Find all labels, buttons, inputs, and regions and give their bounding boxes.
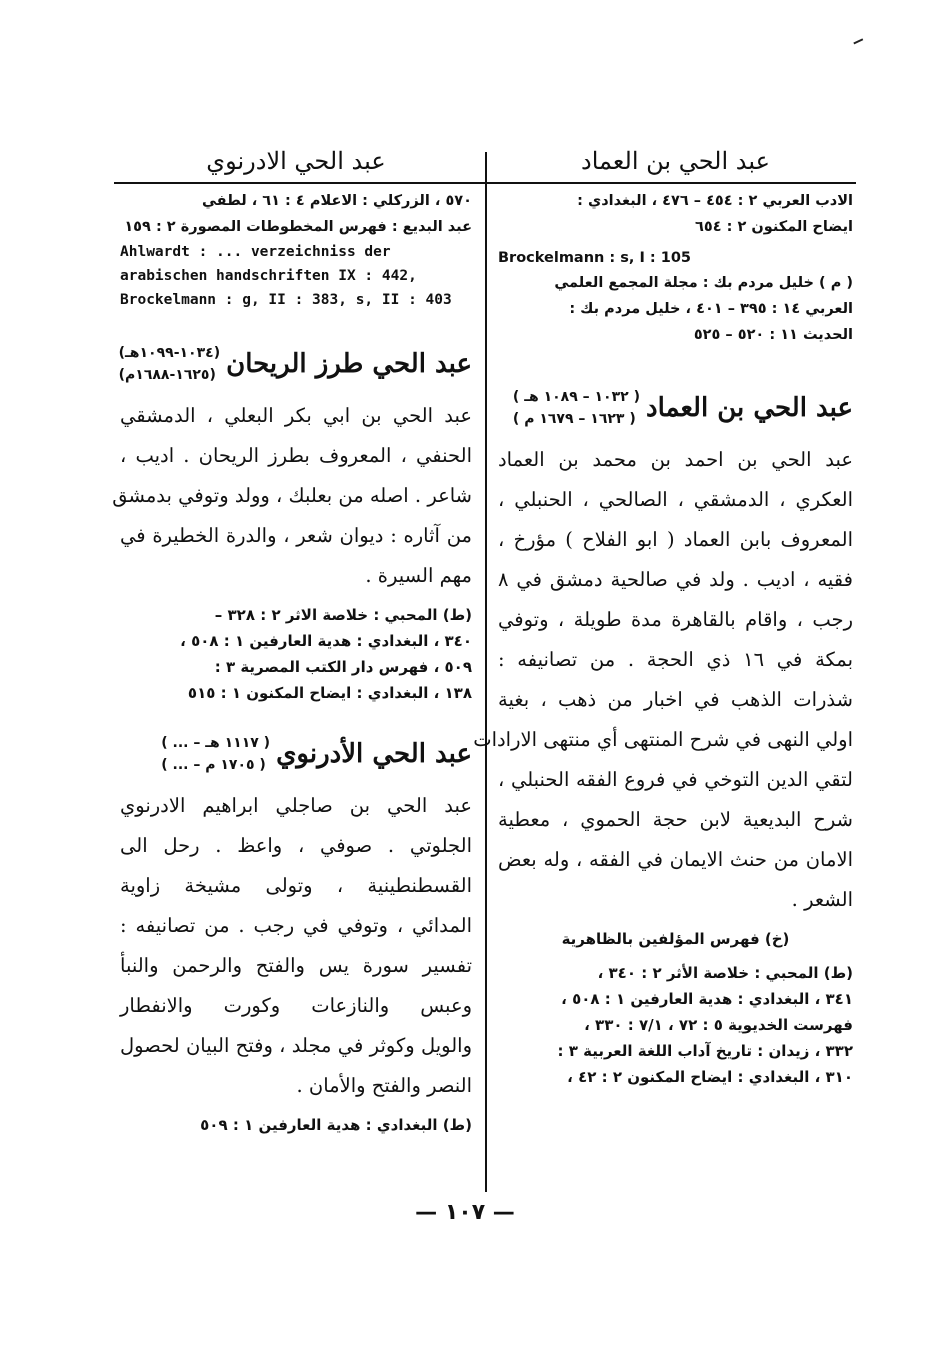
manuscript-source: (خ) فهرس المؤلفين بالظاهرية bbox=[561, 930, 790, 948]
left-column bbox=[112, 140, 472, 1138]
bio-line: مهم السيرة . bbox=[365, 564, 472, 587]
dates-gregorian: (١٦٢٥-١٦٨٨م) bbox=[118, 367, 216, 383]
source-line: ٣١٠ ، البغدادي : ايضاح المكنون ٢ : ٤٢ ، bbox=[567, 1068, 853, 1086]
bio-line: عبد الحي بن احمد بن محمد بن العماد bbox=[498, 448, 853, 471]
latin-reference: Brockelmann : s, I : 105 bbox=[498, 250, 691, 266]
entry-heading bbox=[498, 386, 853, 430]
dates-gregorian: ( ... – ١٧٠٥ م ) bbox=[161, 757, 266, 773]
bio-line: شرح البديعية لابن حجة الحموي ، معطية bbox=[498, 808, 853, 831]
latin-line: Ahlwardt : ... verzeichniss der bbox=[120, 244, 391, 260]
reference-line: ( م ) خليل مردم بك : مجلة المجمع العلمي bbox=[554, 275, 853, 291]
printed-sources bbox=[120, 602, 472, 706]
latin-references bbox=[120, 240, 472, 312]
dates-hijri: (١٠٣٤-١٠٩٩هـ) bbox=[118, 345, 221, 361]
bio-line: عبد الحي بن صاجلي ابراهيم الادرنوي bbox=[120, 794, 472, 817]
entry-dates bbox=[161, 732, 270, 776]
entry-name: عبد الحي بن العماد bbox=[645, 393, 853, 423]
bio-line: تفسير سورة يس والفتح والرحمن والنبأ bbox=[120, 954, 472, 977]
bio-line: النصر والفتح والأمان . bbox=[296, 1074, 472, 1097]
source-line: ٣٤١ ، البغدادي : هدية العارفين ١ : ٥٠٨ ، bbox=[561, 990, 853, 1008]
source-line: ٣٣٢ ، زيدان : تاريخ آداب اللغة العربية ٣ : bbox=[557, 1042, 853, 1060]
entry-biography bbox=[120, 786, 472, 1106]
dates-hijri: ( ١٠٣٢ – ١٠٨٩ هـ ) bbox=[512, 389, 640, 405]
bio-line: شذرات الذهب في اخبار من ذهب ، بغية bbox=[498, 688, 853, 711]
entry-dates bbox=[513, 386, 640, 430]
bio-line: الجلوتي . صوفي ، واعظ . رحل الى bbox=[120, 834, 472, 857]
bio-line: القسطنطينية ، وتولى مشيخة زاوية bbox=[120, 874, 472, 897]
entry-name: عبد الحي الأدرنوي bbox=[276, 739, 472, 769]
bio-line: الحنفي ، المعروف بطرز الريحان . اديب ، bbox=[120, 444, 472, 467]
bio-line: والويل وكوثر في مجلد ، وفتح البيان لحصول bbox=[120, 1034, 472, 1057]
entry-heading bbox=[120, 342, 472, 386]
right-column bbox=[473, 140, 854, 1090]
corner-mark bbox=[853, 38, 866, 51]
entry-biography bbox=[473, 440, 854, 920]
latin-line: arabischen handschriften IX : 442, bbox=[120, 268, 417, 284]
bio-line: وعبس والنازعات وكورت والانفطار bbox=[120, 994, 472, 1017]
reference-line: عبد البديع : فهرس المخطوطات المصورة ٢ : ١٥٩ bbox=[124, 219, 472, 235]
entry-dates bbox=[119, 342, 221, 386]
reference-line: الحديث ١١ : ٥٢٠ – ٥٢٥ bbox=[693, 327, 853, 343]
right-top-references bbox=[498, 188, 853, 240]
right-running-header: عبد الحي بن العماد bbox=[581, 147, 770, 175]
bio-line: العكري ، الدمشقي ، الصالحي ، الحنبلي ، bbox=[498, 488, 853, 511]
entry-name: عبد الحي طرز الريحان bbox=[226, 349, 472, 379]
reference-line: العربي ١٤ : ٣٩٥ – ٤٠١ ، خليل مردم بك : bbox=[569, 301, 853, 317]
dates-gregorian: ( ١٦٢٣ – ١٦٧٩ م ) bbox=[512, 411, 636, 427]
bio-line: الشعر . bbox=[791, 888, 853, 911]
entry-heading bbox=[120, 732, 472, 776]
bio-line: شاعر . اصله من بعلبك ، وولد وتوفي بدمشق bbox=[112, 484, 472, 507]
reference-line: الادب العربي ٢ : ٤٥٤ – ٤٧٦ ، البغدادي : bbox=[577, 193, 853, 209]
source-line: (ط) المحبي : خلاصة الأثر ٢ : ٣٤٠ ، bbox=[597, 964, 853, 982]
bio-line: لتقي الدين التوخي في فروع الفقه الحنبلي ، bbox=[498, 768, 853, 791]
latin-line: Brockelmann : g, II : 383, s, II : 403 bbox=[120, 292, 452, 308]
left-running-header: عبد الحي الادرنوي bbox=[206, 147, 386, 175]
printed-sources bbox=[120, 1112, 472, 1138]
source-line: فهرست الخديوية ٥ : ٧٢ ، ٧/١ : ٣٣٠ ، bbox=[584, 1016, 853, 1034]
source-line: (ط) البغدادي : هدية العارفين ١ : ٥٠٩ bbox=[200, 1116, 472, 1134]
left-top-references bbox=[120, 188, 472, 240]
bio-line: عبد الحي بن ابي بكر البعلي ، الدمشقي bbox=[120, 404, 472, 427]
page-number: — ١٠٧ — bbox=[415, 1200, 515, 1225]
right-references-2 bbox=[498, 270, 853, 348]
bio-line: الامان من حنث الايمان في الفقه ، وله بعض bbox=[498, 848, 853, 871]
bio-line: من آثاره : ديوان شعر ، والدرة الخطيرة في bbox=[120, 524, 472, 547]
source-line: ٥٠٩ ، فهرس دار الكتب المصرية ٣ : bbox=[214, 658, 472, 676]
source-line: (ط) المحبي : خلاصة الاثر ٢ : ٣٢٨ – bbox=[214, 606, 472, 624]
bio-line: رجب ، واقام بالقاهرة مدة طويلة ، وتوفي bbox=[498, 608, 853, 631]
dates-hijri: ( ... – ١١١٧ هـ ) bbox=[161, 735, 271, 751]
bio-line: فقيه ، اديب . ولد في صالحية دمشق في ٨ bbox=[498, 568, 853, 591]
bio-line: المعروف بابن العماد ( ابو الفلاح ) مؤرخ ، bbox=[498, 528, 853, 551]
bio-line: بمكة في ١٦ ذي الحجة . من تصانيفه : bbox=[498, 648, 854, 671]
source-line: ٣٤٠ ، البغدادي : هدية العارفين ١ : ٥٠٨ ، bbox=[180, 632, 472, 650]
reference-line: ايضاح المكنون ٢ : ٦٥٤ bbox=[695, 219, 853, 235]
reference-line: ٥٧٠ ، الزركلي : الاعلام ٤ : ٦١ ، لطفي bbox=[202, 193, 472, 209]
bio-line: اولي النهى في شرح المنتهى أي منتهى الارادات bbox=[473, 728, 853, 751]
bio-line: المدائي ، وتوفي في رجب . من تصانيفه : bbox=[120, 914, 472, 937]
printed-sources bbox=[498, 960, 853, 1090]
source-line: ١٣٨ ، البغدادي : ايضاح المكنون ١ : ٥١٥ bbox=[187, 684, 472, 702]
entry-biography bbox=[112, 396, 472, 596]
column-divider bbox=[485, 152, 487, 1192]
